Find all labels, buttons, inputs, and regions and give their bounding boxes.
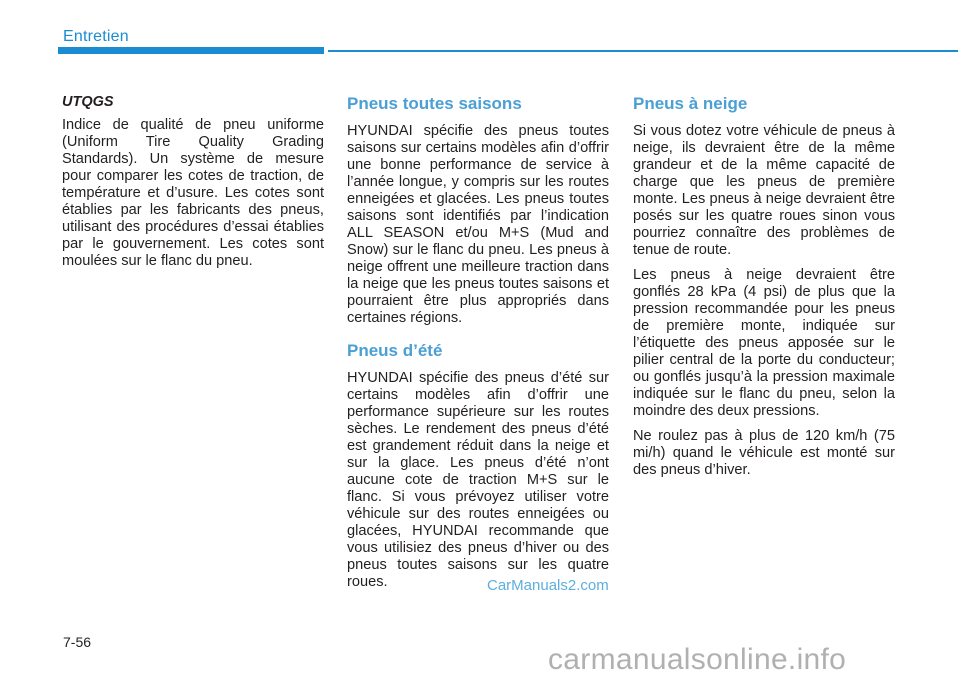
snow-tires-paragraph-1: Si vous dotez votre véhicule de pneus à neige, ils devraient être de la même grandeur et de la même capacité de charge que les pneus de première monte. Les pneus à neige devraient être posés sur les quatre roues sinon vous pourriez connaître des problèmes de tenue de route. — [633, 123, 895, 258]
watermark-center: CarManuals2.com — [487, 577, 609, 594]
all-season-paragraph: HYUNDAI spécifie des pneus toutes saisons sur certains modèles afin d’offrir une bonne performance de service à l’année longue, y compris sur les routes enneigées et glacées. Les pneus toutes saisons sont identifiés par l’indication ALL SEASON et/ou M+S (Mud and Snow) sur le flanc du pneu. Les pneus à neige offrent une meilleure traction dans la neige que les pneus toutes saisons et pourraient être plus appropriés dans certaines régions. — [347, 123, 609, 326]
summer-heading: Pneus d’été — [347, 341, 443, 360]
header-bar-thin — [328, 50, 958, 52]
utqgs-paragraph: Indice de qualité de pneu uniforme (Uniform Tire Quality Grading Standards). Un système de mesure pour comparer les cotes de traction, de température et d’usure. Les cotes sont établies par les fabricants des pneus, utilisant des procédures d’essai établies par le gouvernement. Les cotes sont moulées sur le flanc du pneu. — [62, 117, 324, 269]
watermark-footer: carmanualsonline.info — [548, 643, 847, 676]
column-utqgs — [62, 94, 324, 278]
summer-paragraph: HYUNDAI spécifie des pneus d’été sur certains modèles afin d’offrir une performance supérieure sur les routes sèches. Le rendement des pneus d’été est grandement réduit dans la neige et sur la glace. Les pneus d’été n’ont aucune cote de traction M+S sur le flanc. Si vous prévoyez utiliser votre véhicule sur des routes enneigées ou glacées, HYUNDAI recommande que vous utilisiez des pneus d’hiver ou des pneus toutes saisons sur les quatre roues. — [347, 370, 609, 590]
section-label: Entretien — [63, 28, 129, 45]
column-tire-types — [347, 94, 609, 599]
snow-tires-paragraph-2: Les pneus à neige devraient être gonflés 28 kPa (4 psi) de plus que la pression recommandée pour les pneus de première monte, indiquée sur l’étiquette des pneus apposée sur le pilier central de la porte du conducteur; ou gonflés jusqu’à la pression maximale indiquée sur le flanc du pneu, selon la moindre des deux pressions. — [633, 267, 895, 419]
snow-tires-paragraph-3: Ne roulez pas à plus de 120 km/h (75 mi/h) quand le véhicule est monté sur des pneus d’hiver. — [633, 428, 895, 478]
all-season-heading: Pneus toutes saisons — [347, 94, 522, 113]
header-bar-thick — [58, 47, 324, 54]
column-snow-tires — [633, 94, 895, 487]
utqgs-heading: UTQGS — [62, 94, 114, 110]
snow-tires-heading: Pneus à neige — [633, 94, 748, 113]
page-number: 7-56 — [63, 634, 92, 650]
